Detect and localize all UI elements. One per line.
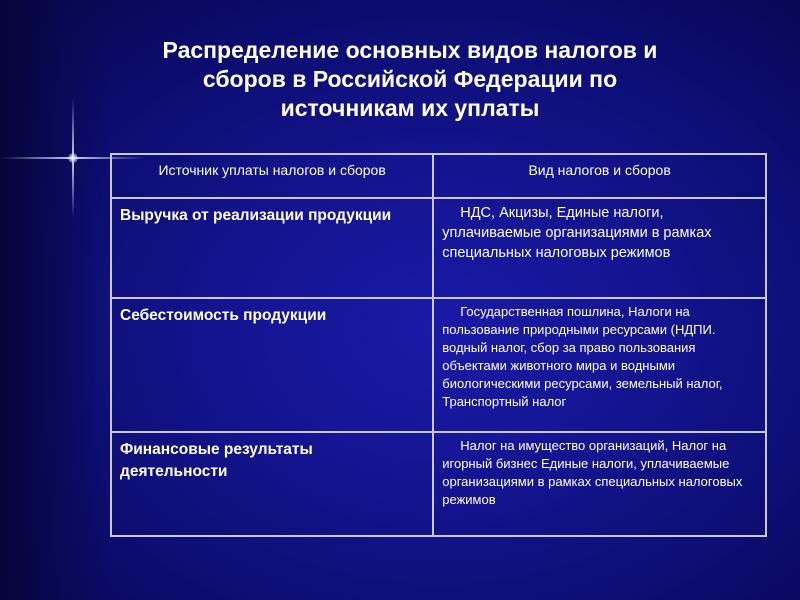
- sparkle-core: [68, 153, 78, 163]
- slide-title-line-2: сборов в Российской Федерации по: [202, 66, 618, 92]
- slide-background-band: [0, 0, 110, 600]
- kind-cell-revenue: [433, 198, 766, 298]
- kind-text-financial-results: Налог на имущество организаций, Налог на игорный бизнес Единые налоги, уплачиваемые организациями в рамках специальных налоговых режимов: [442, 438, 743, 507]
- source-cell-cost: Себестоимость продукции: [111, 298, 433, 432]
- kind-text-revenue: НДС, Акцизы, Единые налоги, уплачиваемые организациями в рамках специальных налоговых режимов: [442, 205, 712, 261]
- slide-title-line-1: Распределение основных видов налогов и: [162, 37, 658, 63]
- table-row: [111, 198, 766, 298]
- header-source-cell: Источник уплаты налогов и сборов: [111, 154, 433, 198]
- kind-cell-cost: [433, 298, 766, 432]
- slide-title: [110, 36, 710, 123]
- table-header-row: [111, 154, 766, 198]
- kind-text-cost: Государственная пошлина, Налоги на пользование природными ресурсами (НДПИ. водный налог, сбор за право пользования объектами животного мира и водными биологическими ресурсами, земельный налог, Транспортный налог: [442, 304, 723, 409]
- table-row: [111, 432, 766, 536]
- header-kind-cell: Вид налогов и сборов: [433, 154, 766, 198]
- tax-distribution-table: [110, 153, 767, 537]
- kind-cell-financial-results: [433, 432, 766, 536]
- slide-title-line-3: источникам их уплаты: [280, 95, 540, 121]
- source-cell-revenue: Выручка от реализации продукции: [111, 198, 433, 298]
- source-cell-financial-results: Финансовые результаты деятельности: [111, 432, 433, 536]
- table-row: [111, 298, 766, 432]
